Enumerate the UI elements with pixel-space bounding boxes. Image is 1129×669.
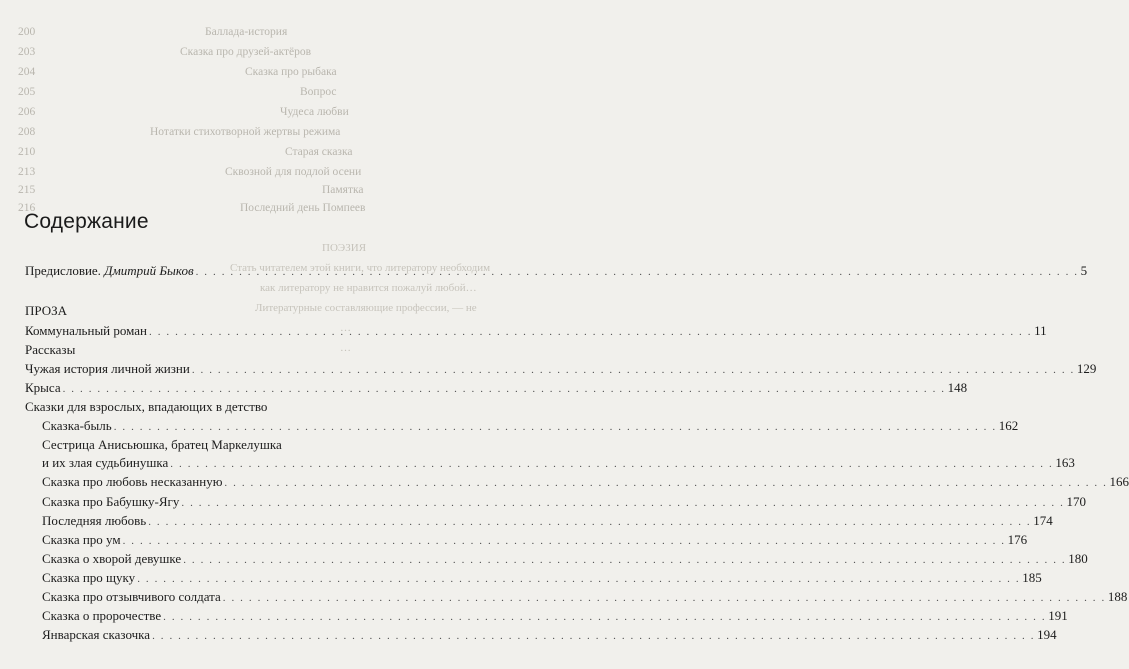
toc-entry-title: Сестрица Анисьюшка, братец Маркелушка [42, 437, 282, 452]
dot-leader [183, 552, 1066, 568]
section-heading-prose: ПРОЗА [25, 303, 68, 318]
toc-entry-page: 174 [1033, 513, 1053, 528]
ghost-page: 203 [18, 46, 36, 58]
dot-leader [181, 495, 1064, 511]
ghost-page: 206 [18, 106, 36, 118]
dot-leader [148, 514, 1031, 530]
toc-entry-page: 166 [1109, 474, 1129, 489]
toc-entry [25, 323, 1047, 340]
toc-entry-title: Сказка про отзывчивого солдата [42, 589, 221, 604]
toc-entry-title: Сказка о хворой девушке [42, 551, 182, 566]
ghost-entry: Сказка про друзей-актёров [180, 46, 312, 58]
toc-subentry [42, 589, 1128, 606]
toc-subentry [42, 455, 1075, 472]
toc-entry-title: Сказки для взрослых, впадающих в детство [25, 399, 268, 414]
toc-entry-title: Коммунальный роман [25, 323, 148, 338]
ghost-line: … [340, 322, 351, 334]
toc-entry-page: 163 [1055, 455, 1075, 470]
ghost-line: … [340, 342, 351, 354]
toc-subentry [42, 474, 1129, 491]
toc-entry [25, 380, 968, 397]
ghost-entry: Сквозной для подлой осени [225, 166, 362, 178]
toc-entry-title: Рассказы [25, 342, 76, 357]
toc-entry-page: 162 [998, 418, 1019, 433]
ghost-entry: Памятка [322, 184, 364, 196]
toc-entry-page: 5 [1080, 263, 1088, 278]
toc-entry-title: Чужая история личной жизни [25, 361, 190, 376]
toc-entry [25, 399, 356, 415]
toc-entry-title: Последняя любовь [42, 513, 147, 528]
toc-entry [25, 342, 356, 358]
ghost-page: 208 [18, 126, 36, 138]
toc-entry-title: Сказка про Бабушку-Ягу [42, 494, 180, 509]
toc-subentry [42, 418, 1019, 435]
ghost-entry: Нотатки стихотворной жертвы режима [150, 126, 341, 138]
toc-entry-title: Январская сказочка [42, 627, 151, 642]
ghost-page: 205 [18, 86, 36, 98]
ghost-line: как литератору не нравится пожалуй любой… [260, 282, 477, 294]
ghost-page: 210 [18, 146, 36, 158]
dot-leader [114, 419, 997, 435]
dot-leader [137, 571, 1020, 587]
toc-entry-title: Сказка о пророчестве [42, 608, 162, 623]
dot-leader [152, 628, 1035, 644]
toc-subentry [42, 437, 356, 453]
toc-subentry [42, 494, 1086, 511]
ghost-line: Стать читателем этой книги, что литератору необходим [230, 262, 491, 274]
ghost-entry: Старая сказка [285, 146, 353, 158]
toc-entry-page: 170 [1066, 494, 1086, 509]
dot-leader [149, 324, 1032, 340]
dot-leader [192, 362, 1075, 378]
ghost-entry: Последний день Помпеев [240, 202, 366, 214]
toc-entry-page: 191 [1048, 608, 1068, 623]
ghost-entry: Вопрос [300, 86, 337, 98]
toc-entry-page: 129 [1076, 361, 1097, 376]
toc-entry-page: 11 [1034, 323, 1047, 338]
toc-entry-title: Крыса [25, 380, 61, 395]
toc-entry-page: 188 [1107, 589, 1128, 604]
ghost-entry: Чудеса любви [280, 106, 349, 118]
dot-leader [224, 475, 1107, 491]
toc-subentry [42, 627, 1057, 644]
toc-entry-page: 185 [1022, 570, 1042, 585]
ghost-line: ПОЭЗИЯ [322, 242, 367, 254]
ghost-entry: Баллада-история [205, 26, 288, 38]
toc-entry-page: 176 [1007, 532, 1028, 547]
ghost-page: 213 [18, 166, 36, 178]
ghost-page: 215 [18, 184, 36, 196]
toc-entry-page: 180 [1068, 551, 1088, 566]
toc-entry-title: Сказка про щуку [42, 570, 136, 585]
ghost-line: Литературные составляющие профессии, — не [255, 302, 477, 314]
toc-entry-page: 194 [1037, 627, 1057, 642]
toc-subentry [42, 570, 1042, 587]
toc-entry-author: Дмитрий Быков [104, 263, 194, 278]
toc-entry-page: 148 [947, 380, 968, 395]
ghost-page: 204 [18, 66, 36, 78]
toc-entry [25, 361, 1097, 378]
dot-leader [163, 609, 1046, 625]
dot-leader [170, 456, 1053, 472]
ghost-page: 216 [18, 202, 36, 214]
dot-leader [223, 590, 1106, 606]
toc-subentry [42, 551, 1088, 568]
toc-subentry [42, 532, 1028, 549]
dot-leader [123, 533, 1006, 549]
ghost-entry: Сказка про рыбака [245, 66, 337, 78]
toc-entry-title: Сказка-быль [42, 418, 112, 433]
dot-leader [63, 381, 946, 397]
toc-entry-title: Сказка про любовь несказанную [42, 474, 223, 489]
toc-entry-title: Предисловие. Дмитрий Быков [25, 263, 194, 278]
toc-subentry [42, 513, 1053, 530]
toc-entry-title: Сказка про ум [42, 532, 121, 547]
page-title: Содержание [24, 210, 149, 233]
ghost-page: 200 [18, 26, 36, 38]
toc-entry-title: и их злая судьбинушка [42, 455, 169, 470]
dot-leader [196, 264, 1079, 280]
toc-subentry [42, 608, 1068, 625]
